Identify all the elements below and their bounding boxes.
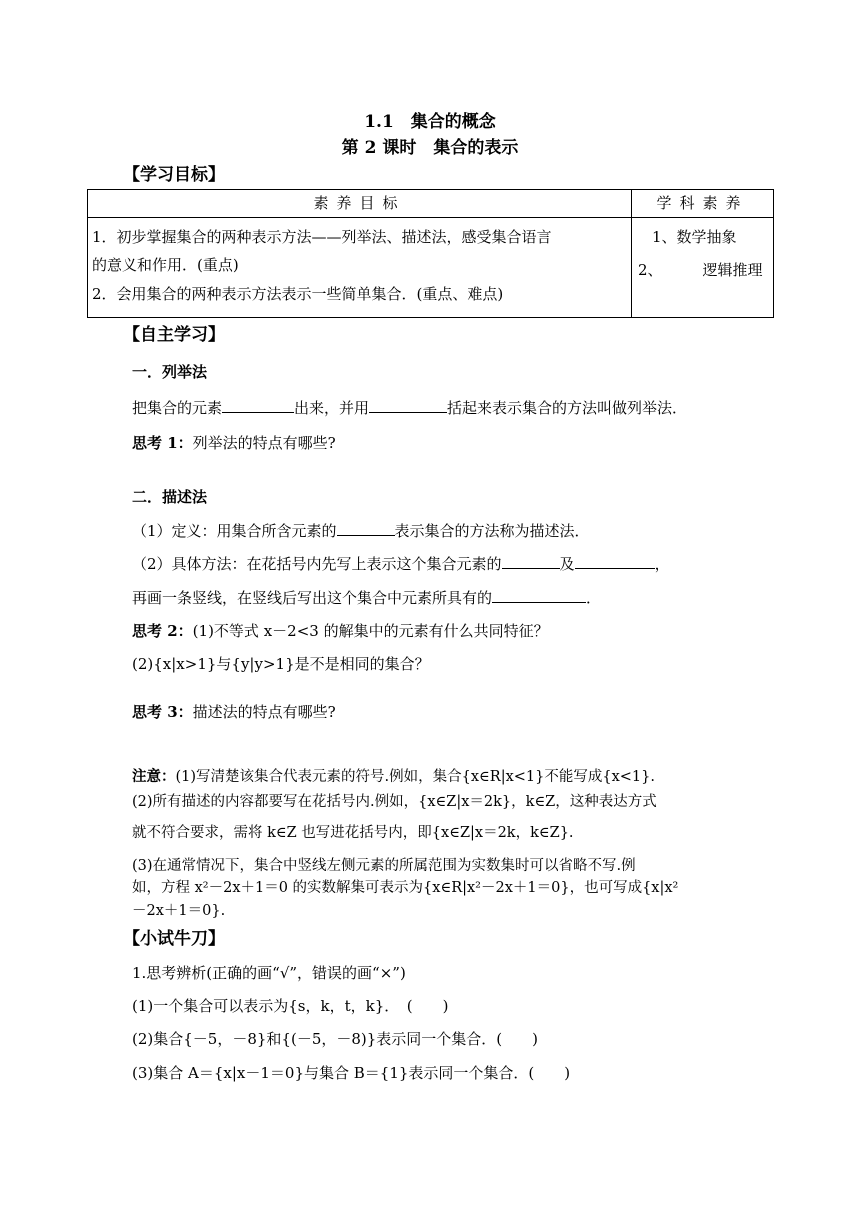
exercise-question-3: (3)集合 A＝{x|x－1＝0}与集合 B＝{1}表示同一个集合．( )	[132, 1064, 571, 1082]
exercise-intro: 1.思考辨析(正确的画“√”，错误的画“×”)	[132, 964, 406, 982]
goals-table-header-goals: 素养目标	[88, 190, 632, 218]
think-1-label: 思考 1：	[132, 434, 193, 452]
description-method-text-d: 再画一条竖线，在竖线后写出这个集合中元素所具有的	[132, 589, 493, 607]
goals-cell	[88, 218, 632, 318]
note-2-line-1: (2)所有描述的内容都要写在花括号内.例如，{x∈Z|x＝2k}，k∈Z，这种表达方式	[132, 794, 657, 810]
listing-def-text-b: 出来，并用	[294, 399, 370, 417]
goals-table	[87, 189, 774, 318]
description-method-text-a: （2）具体方法：在花括号内先写上表示这个集合元素的	[132, 555, 502, 573]
think-2-text: (1)不等式 x－2<3 的解集中的元素有什么共同特征？	[192, 622, 549, 640]
fill-blank[interactable]	[575, 554, 655, 569]
exercise-question-2: (2)集合{－5，－8}和{(－5，－8)}表示同一个集合．( )	[132, 1030, 539, 1048]
think-2	[132, 620, 549, 641]
description-def-text-a: （1）定义：用集合所含元素的	[132, 522, 337, 540]
description-heading: 二．描述法	[132, 488, 208, 506]
literacy-1: 1、数学抽象	[652, 228, 737, 246]
listing-definition	[132, 397, 687, 418]
description-def-text-b: 表示集合的方法称为描述法．	[394, 522, 590, 540]
fill-blank[interactable]	[337, 521, 395, 536]
goal-2: 2．会用集合的两种表示方法表示一些简单集合．(重点、难点)	[92, 285, 504, 303]
fill-blank[interactable]	[369, 398, 447, 413]
description-method-text-c: ，	[654, 555, 670, 573]
description-definition	[132, 520, 590, 541]
page-title: 1.1 集合的概念	[364, 112, 496, 132]
literacy-2-text: 逻辑推理	[702, 261, 763, 279]
fill-blank[interactable]	[492, 588, 586, 603]
description-method-text-b: 及	[559, 555, 575, 573]
listing-def-text-a: 把集合的元素	[132, 399, 223, 417]
goal-1-line-2: 的意义和作用．(重点)	[92, 256, 239, 274]
section-trial-heading: 【小试牛刀】	[123, 929, 225, 949]
description-method-text-e: ．	[586, 589, 602, 607]
note-1-text: (1)写清楚该集合代表元素的符号.例如，集合{x∈R|x<1}不能写成{x<1}.	[175, 769, 655, 785]
think-3-text: 描述法的特点有哪些?	[192, 703, 336, 721]
note-label: 注意：	[132, 768, 176, 785]
note-3-line-1: (3)在通常情况下，集合中竖线左侧元素的所属范围为实数集时可以省略不写.例	[132, 858, 636, 874]
note-3-line-3: －2x＋1＝0}.	[132, 903, 226, 919]
think-1	[132, 432, 336, 453]
section-goals-heading: 【学习目标】	[123, 165, 225, 185]
section-self-study-heading: 【自主学习】	[123, 325, 225, 345]
goal-1-line-1: 1．初步掌握集合的两种表示方法——列举法、描述法，感受集合语言	[92, 228, 552, 246]
listing-heading: 一．列举法	[132, 363, 208, 381]
goals-table-header-literacy: 学科素养	[632, 190, 774, 218]
think-1-text: 列举法的特点有哪些?	[192, 434, 336, 452]
page-subtitle: 第 2 课时 集合的表示	[341, 138, 519, 158]
listing-def-text-c: 括起来表示集合的方法叫做列举法．	[447, 399, 688, 417]
note-3-line-2: 如，方程 x²－2x＋1＝0 的实数解集可表示为{x∈R|x²－2x＋1＝0}，也可写成{x|x²	[132, 880, 679, 896]
fill-blank[interactable]	[222, 398, 294, 413]
think-3-label: 思考 3：	[132, 703, 193, 721]
exercise-question-1: (1)一个集合可以表示为{s，k，t，k}． ( )	[132, 997, 449, 1015]
think-2-question-2: (2){x|x>1}与{y|y>1}是不是相同的集合？	[132, 655, 430, 673]
note-1	[132, 765, 655, 786]
literacy-2	[632, 254, 773, 287]
description-method	[132, 553, 670, 574]
note-2-line-2: 就不符合要求，需将 k∈Z 也写进花括号内，即{x∈Z|x＝2k，k∈Z}.	[132, 825, 574, 841]
think-3	[132, 701, 336, 722]
literacy-2-number: 2、	[638, 261, 663, 279]
think-2-label: 思考 2：	[132, 622, 193, 640]
literacy-cell	[632, 218, 774, 318]
fill-blank[interactable]	[502, 554, 560, 569]
description-method-cont	[132, 587, 601, 608]
